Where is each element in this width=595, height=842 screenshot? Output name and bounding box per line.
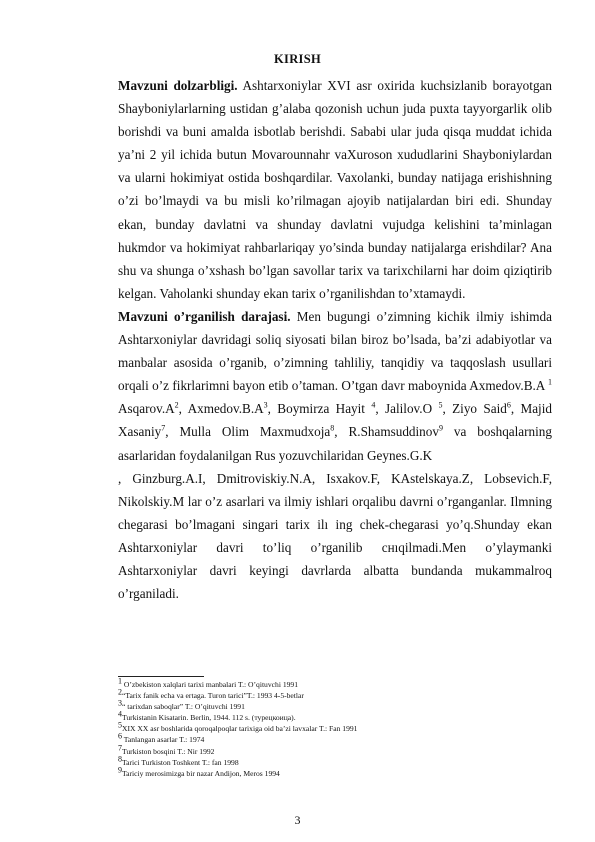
paragraph-study-level: Mavzuni o’rganilish darajasi. Men bugungi o’zimning kichik ilmiy ishimda Ashtarxoniylar davridagi soliq siyosati bilan biroz bo’lsada, ba’zi adabiyotlar va manbalar asosida o’rganib, o’zimning tahliliy, tanqidiy va taqqoslash usullari orqali o’z fikrlarimni bayon etib o’taman. O’tgan davr maboynida Axmedov.B.A $^1$ $Asqarov.A^2$, $Axmedov.B.A^3$, Boymirza Hayit $^4$, Jalilov.O $^5$, Ziyo Said$^6$, Majid Xasaniy$^7$, Mulla Olim Maxmudxoja$^8$, R.Shamsuddinov$^9$ va boshqalarning asarlaridan foydalanilgan Rus yozuvchilaridan Geynes.G.K — [118, 308, 553, 463]
relevance-lead: Mavzuni dolzarbligi. — [118, 78, 238, 93]
page-heading: KIRISH — [274, 52, 321, 66]
paragraph-study-level-cont: , Ginzburg.A.I, Dmitroviskiy.N.A, Isxakov.F, KAstelskaya.Z, Lobsevich.F, Nikolskiy.M lar o’z asarlari va ilmiy ishlari orqalibu davrni o’rganganlar. Ilmning chegarasi bo’lmagani singari tarix ilı ing chek-chegarasi yo’q.Shunday ekan Ashtarxoniylar davri to’liq o’rganilib cнıqilmadi.Men o’ylaymanki Ashtarxoniylar davri keyingi davrlarda albatta bundanda mukammalroq o’rganiladi. — [118, 470, 552, 602]
footnote-ref[interactable]: 3 — [263, 400, 268, 410]
footnote-item: $^3$“ tarixdan saboqlar” T.: O’qituvchi 1991 — [118, 698, 245, 712]
footnote-item: $^1$ O’zbekiston xalqlari tarixi manbalari T.: O’qituvchi 1991 — [118, 676, 299, 689]
footnote-item: $^8$Tarici Turkiston Toshkent T.: fan 1998 — [118, 754, 239, 767]
footnote-ref[interactable]: 8 — [330, 424, 335, 434]
body-text — [118, 74, 552, 605]
footnote-item: $^6$ Tanlangan asarlar T.: 1974 — [118, 731, 205, 745]
study-level-lead: Mavzuni o’rganilish darajasi. — [118, 308, 291, 324]
footnote-ref[interactable]: 2 — [174, 400, 179, 410]
footnote-item: $^4$Turkistanin Kisatarin. Berlin, 1944. 112 s. (турецкоица). — [118, 709, 296, 723]
footnote-ref[interactable]: 6 — [506, 400, 511, 410]
footnote-item: $^2$“Tarix fanik echa va ertaga. Turon tarici”T.: 1993 4-5-betlar — [118, 687, 304, 701]
page-number: 3 — [294, 813, 301, 827]
relevance-text: Ashtarxoniylar XVI asr oxirida kuchsizlanib borayotgan Shayboniylarlarning ustidan g’alaba qozonish uchun juda puxta tayyorgarlik olib borishdi va buni amalda isbotlab berishdi. Sababi ular juda qisqa muddat ichida ya’ni 2 yil ichida butun Movarounnahr vaXuroson xududlarini Shayboniylardan va ularni hokimiyat ostida boshqardilar. Vaxolanki, bunday natijaga erishishning o’zi bo’lmaydi va bu misli ko’rilmagan ajoyib natijalardan biri edi. Shunday ekan, bunday davlatni va shunday davlatni vujudga kelishini ta’minlagan hukmdor va hokimiyat rahbarlariqay yo’sinda bunday natijalarga erishdilar? Ana shu va shunga o’xshash bo’lgan savollar tarix va tarixchilarni har doim qiziqtirib kelgan. Vaholanki shunday ekan tarix o’rganilishdan to’xtamaydi. — [118, 78, 552, 301]
footnote-item: $^7$Turkiston bosqini T.: Nir 1992 — [118, 743, 215, 756]
footnote-ref[interactable]: 7 — [161, 424, 166, 434]
footnote-divider — [118, 676, 204, 677]
footnote-ref[interactable]: 1 — [548, 377, 552, 387]
footnotes — [118, 676, 552, 779]
paragraph-relevance — [118, 74, 552, 305]
footnote-ref[interactable]: 5 — [438, 400, 443, 410]
footnote-item: $^5$XIX XX asr boshlarida qoroqalpoqlar tarixiga oid ba’zi lavxalar T.: Fan 1991 — [118, 720, 358, 734]
footnote-ref[interactable]: 4 — [371, 400, 376, 410]
footnote-ref[interactable]: 9 — [438, 424, 443, 434]
footnote-item: $^9$Tariciy merosimizga bir nazar Andijon, Meros 1994 — [118, 765, 280, 778]
